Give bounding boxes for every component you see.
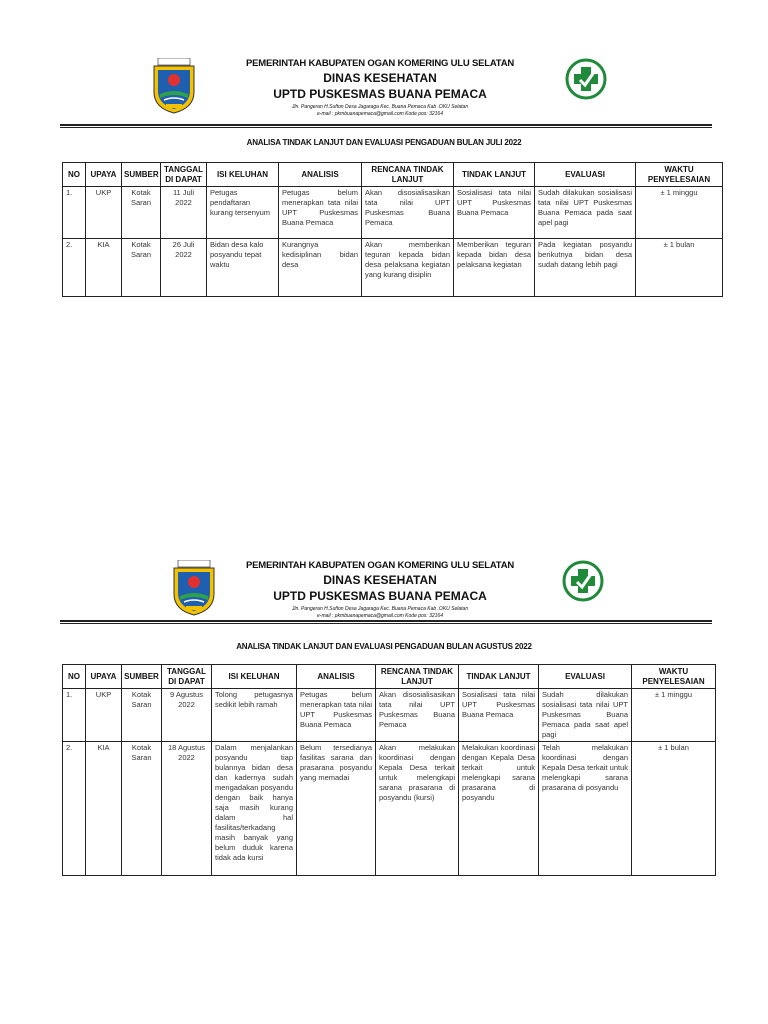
cell-evaluasi: Pada kegiatan posyandu berikutnya bidan desa sudah datang lebih pagi bbox=[535, 239, 636, 297]
green-cross-icon bbox=[565, 58, 607, 100]
col-header-analisis: ANALISIS bbox=[279, 163, 362, 187]
col-header-evaluasi: EVALUASI bbox=[535, 163, 636, 187]
col-header-keluhan: ISI KELUHAN bbox=[207, 163, 279, 187]
cell-waktu: ± 1 bulan bbox=[636, 239, 723, 297]
cell-no: 1. bbox=[63, 187, 86, 239]
cell-keluhan: Petugas pendaftaran kurang tersenyum bbox=[207, 187, 279, 239]
cell-upaya: KIA bbox=[86, 742, 122, 876]
cell-keluhan: Bidan desa kalo posyandu tepat waktu bbox=[207, 239, 279, 297]
cell-no: 2. bbox=[63, 239, 86, 297]
letterhead-contact: e-mail : pkmbuanapemaca@gmail.com Kode pos: 32164 bbox=[317, 111, 443, 117]
cell-waktu: ± 1 minggu bbox=[632, 689, 716, 742]
complaint-table bbox=[62, 664, 716, 876]
cell-keluhan: Tolong petugasnya sedikit lebih ramah bbox=[212, 689, 297, 742]
letterhead-institution: UPTD PUSKESMAS BUANA PEMACA bbox=[273, 87, 487, 101]
cell-tanggal: 26 Juli 2022 bbox=[161, 239, 207, 297]
table-row bbox=[63, 689, 716, 742]
table-header-row bbox=[63, 163, 723, 187]
cell-tindak: Memberikan teguran kepada bidan desa pelaksana kegiatan bbox=[454, 239, 535, 297]
report-title: ANALISA TINDAK LANJUT DAN EVALUASI PENGADUAN BULAN JULI 2022 bbox=[246, 138, 522, 147]
cell-tanggal: 11 Juli 2022 bbox=[161, 187, 207, 239]
col-header-tindak: TINDAK LANJUT bbox=[454, 163, 535, 187]
cell-rencana: Akan disosialisasikan tata nilai UPT Puskesmas Buana Pemaca bbox=[362, 187, 454, 239]
complaint-table bbox=[62, 162, 723, 297]
col-header-no: NO bbox=[63, 163, 86, 187]
col-header-no: NO bbox=[63, 665, 86, 689]
col-header-tanggal: TANGGAL DI DAPAT bbox=[162, 665, 212, 689]
cell-upaya: UKP bbox=[86, 689, 122, 742]
col-header-upaya: UPAYA bbox=[86, 665, 122, 689]
cell-no: 1. bbox=[63, 689, 86, 742]
col-header-tindak: TINDAK LANJUT bbox=[459, 665, 539, 689]
cell-evaluasi: Telah melakukan koordinasi dengan Kepala Desa terkait untuk melengkapi sarana prasarana di posyandu bbox=[539, 742, 632, 876]
col-header-sumber: SUMBER bbox=[122, 163, 161, 187]
cell-keluhan: Dalam menjalankan posyandu tiap bulannya bidan desa dan kadernya sudah mengadakan posyandu dengan baik hanya saja masih kurang dalam hal fasilitas/terkadang masih banyak yang belum duduk karena tidak ada kursi bbox=[212, 742, 297, 876]
col-header-waktu: WAKTU PENYELESAIAN bbox=[632, 665, 716, 689]
letterhead-address: Jln. Pangeran H.Sufton Desa Jagaraga Kec. Buana Pemaca Kab .OKU Selatan bbox=[291, 606, 469, 612]
cell-upaya: UKP bbox=[86, 187, 122, 239]
cell-rencana: Akan disosialisasikan tata nilai UPT Puskesmas Buana Pemaca bbox=[376, 689, 459, 742]
cell-analisis: Petugas belum menerapkan tata nilai UPT Puskesmas Buana Pemaca bbox=[297, 689, 376, 742]
cell-analisis: Petugas belum menerapkan tata nilai UPT Puskesmas Buana Pemaca bbox=[279, 187, 362, 239]
cell-sumber: Kotak Saran bbox=[122, 742, 162, 876]
col-header-upaya: UPAYA bbox=[86, 163, 122, 187]
cell-sumber: Kotak Saran bbox=[122, 689, 162, 742]
letterhead-government: PEMERINTAH KABUPATEN OGAN KOMERING ULU SELATAN bbox=[245, 560, 515, 571]
report-july bbox=[0, 58, 768, 279]
green-cross-icon bbox=[562, 560, 604, 602]
letterhead-department: DINAS KESEHATAN bbox=[323, 573, 437, 587]
cell-waktu: ± 1 bulan bbox=[632, 742, 716, 876]
letterhead bbox=[0, 58, 768, 128]
col-header-keluhan: ISI KELUHAN bbox=[212, 665, 297, 689]
letterhead-address: Jln. Pangeran H.Sufton Desa Jagaraga Kec. Buana Pemaca Kab .OKU Selatan bbox=[291, 104, 469, 110]
cell-tanggal: 18 Agustus 2022 bbox=[162, 742, 212, 876]
cell-evaluasi: Sudah dilakukan sosialisasi tata nilai UPT Puskesmas Buana Pemaca pada saat apel pagi bbox=[539, 689, 632, 742]
cell-upaya: KIA bbox=[86, 239, 122, 297]
col-header-evaluasi: EVALUASI bbox=[539, 665, 632, 689]
cell-rencana: Akan melakukan koordinasi dengan Kepala Desa terkait untuk melengkapi sarana prasarana di posyandu (kursi) bbox=[376, 742, 459, 876]
cell-sumber: Kotak Saran bbox=[122, 239, 161, 297]
letterhead-divider bbox=[60, 124, 712, 128]
col-header-rencana: RENCANA TINDAK LANJUT bbox=[376, 665, 459, 689]
cell-waktu: ± 1 minggu bbox=[636, 187, 723, 239]
cell-no: 2. bbox=[63, 742, 86, 876]
cell-tindak: Melakukan koordinasi dengan Kepala Desa terkait untuk melengkapi sarana prasarana di posyandu bbox=[459, 742, 539, 876]
report-august bbox=[0, 560, 768, 862]
regency-emblem-icon bbox=[150, 58, 198, 114]
col-header-analisis: ANALISIS bbox=[297, 665, 376, 689]
letterhead-government: PEMERINTAH KABUPATEN OGAN KOMERING ULU SELATAN bbox=[245, 58, 515, 69]
cell-tanggal: 9 Agustus 2022 bbox=[162, 689, 212, 742]
table-header-row bbox=[63, 665, 716, 689]
table-row bbox=[63, 742, 716, 876]
report-title: ANALISA TINDAK LANJUT DAN EVALUASI PENGADUAN BULAN AGUSTUS 2022 bbox=[236, 642, 532, 651]
letterhead-department: DINAS KESEHATAN bbox=[323, 71, 437, 85]
cell-tindak: Sosialisasi tata nilai UPT Puskesmas Buana Pemaca bbox=[454, 187, 535, 239]
letterhead-divider bbox=[60, 620, 712, 624]
col-header-rencana: RENCANA TINDAK LANJUT bbox=[362, 163, 454, 187]
cell-analisis: Kurangnya kedisiplinan bidan desa bbox=[279, 239, 362, 297]
cell-tindak: Sosialisasi tata nilai UPT Puskesmas Buana Pemaca bbox=[459, 689, 539, 742]
col-header-sumber: SUMBER bbox=[122, 665, 162, 689]
table-row bbox=[63, 239, 723, 297]
col-header-tanggal: TANGGAL DI DAPAT bbox=[161, 163, 207, 187]
table-row bbox=[63, 187, 723, 239]
letterhead-institution: UPTD PUSKESMAS BUANA PEMACA bbox=[273, 589, 487, 603]
cell-rencana: Akan memberikan teguran kepada bidan desa pelaksana kegiatan yang kurang disiplin bbox=[362, 239, 454, 297]
cell-analisis: Belum tersedianya fasilitas sarana dan prasarana posyandu yang memadai bbox=[297, 742, 376, 876]
col-header-waktu: WAKTU PENYELESAIAN bbox=[636, 163, 723, 187]
letterhead-contact: e-mail : pkmbuanapemaca@gmail.com Kode pos: 32164 bbox=[317, 613, 443, 619]
cell-sumber: Kotak Saran bbox=[122, 187, 161, 239]
cell-evaluasi: Sudah dilakukan sosialisasi tata nilai UPT Puskesmas Buana Pemaca pada saat apel pagi bbox=[535, 187, 636, 239]
